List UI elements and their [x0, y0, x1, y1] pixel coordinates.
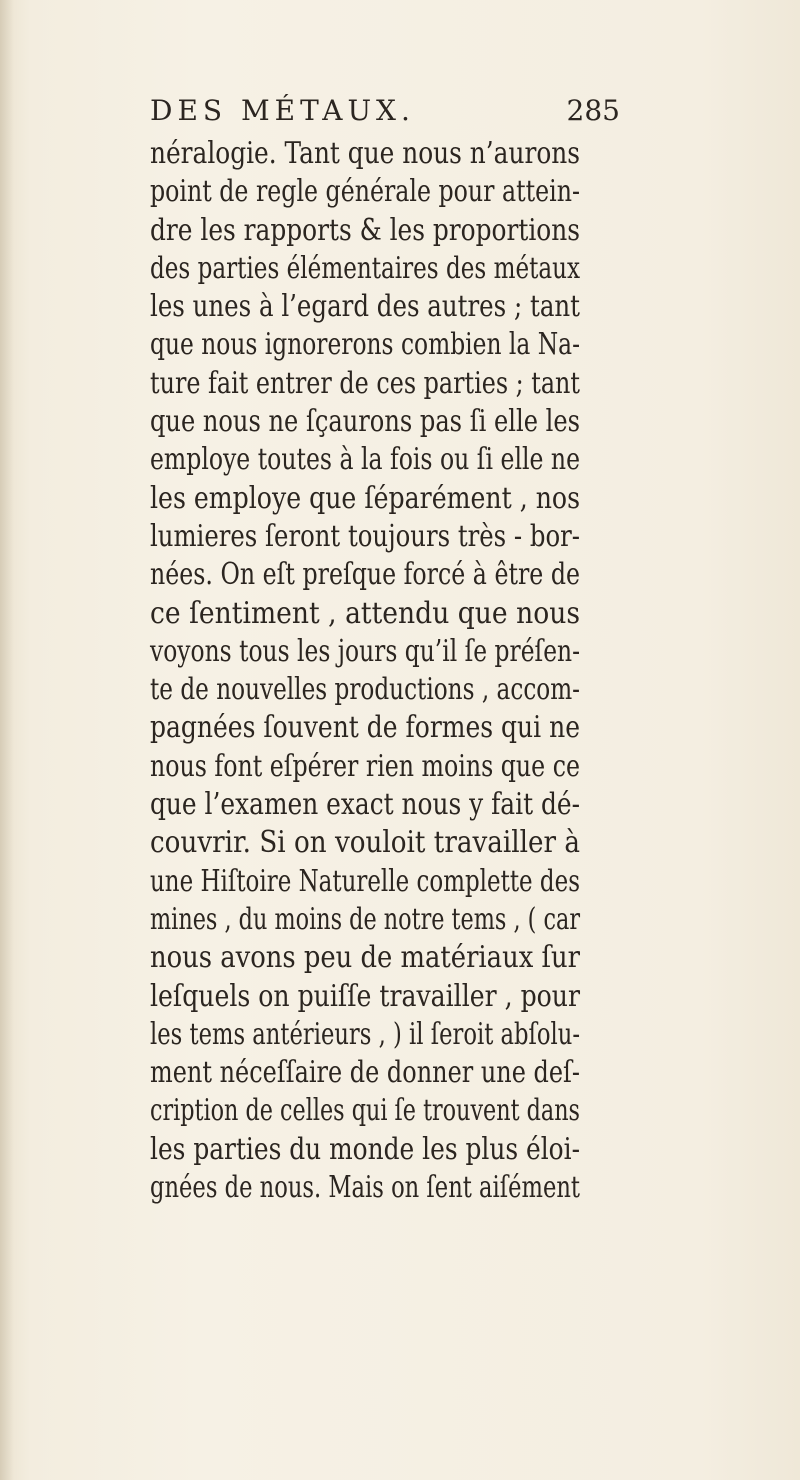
text-line: ce ſentiment , attendu que nous	[150, 595, 580, 631]
text-line: couvrir. Si on vouloit travailler à	[150, 825, 580, 861]
text-line: ture fait entrer de ces parties ; tant	[150, 365, 580, 401]
text-line: gnées de nous. Mais on ſent aiſément	[150, 1170, 580, 1206]
text-line: nous font eſpérer rien moins que ce	[150, 748, 580, 784]
text-line: pagnées ſouvent de formes qui ne	[150, 710, 580, 746]
page-number: 285	[566, 94, 620, 127]
text-line: dre les rapports & les proportions	[150, 212, 580, 248]
text-line: point de regle générale pour attein-	[150, 174, 580, 210]
text-line: des parties élémentaires des métaux	[150, 250, 580, 286]
text-line: leſquels on puiſſe travailler , pour	[150, 978, 580, 1014]
text-line: une Hiſtoire Naturelle complette des	[150, 863, 580, 899]
text-line: que nous ne ſçaurons pas ſi elle les	[150, 404, 580, 440]
text-line: que l’examen exact nous y fait dé-	[150, 787, 580, 823]
text-line: les tems antérieurs , ) il ſeroit abſolu-	[150, 1016, 580, 1052]
text-line: voyons tous les jours qu’il ſe préſen-	[150, 633, 580, 669]
text-line: les parties du monde les plus éloi-	[150, 1131, 580, 1167]
text-line: les employe que ſéparément , nos	[150, 480, 580, 516]
running-head: DES MÉTAUX.	[150, 94, 415, 127]
text-line: nous avons peu de matériaux ſur	[150, 940, 580, 976]
text-line: néralogie. Tant que nous n’aurons	[150, 136, 580, 171]
text-line: te de nouvelles productions , accom-	[150, 672, 580, 708]
gutter-shadow	[0, 0, 14, 1480]
text-line: employe toutes à la fois ou ſi elle ne	[150, 442, 580, 478]
text-line: que nous ignorerons combien la Na-	[150, 327, 580, 363]
text-line: cription de celles qui ſe trouvent dans	[150, 1093, 580, 1129]
body-text	[150, 135, 580, 1207]
page-header	[150, 94, 620, 138]
text-line: lumieres ſeront toujours très - bor-	[150, 518, 580, 554]
text-line: les unes à l’egard des autres ; tant	[150, 289, 580, 325]
text-line: ment néceſſaire de donner une deſ-	[150, 1055, 580, 1091]
text-line: mines , du moins de notre tems , ( car	[150, 901, 580, 937]
text-line: nées. On eſt preſque forcé à être de	[150, 557, 580, 593]
